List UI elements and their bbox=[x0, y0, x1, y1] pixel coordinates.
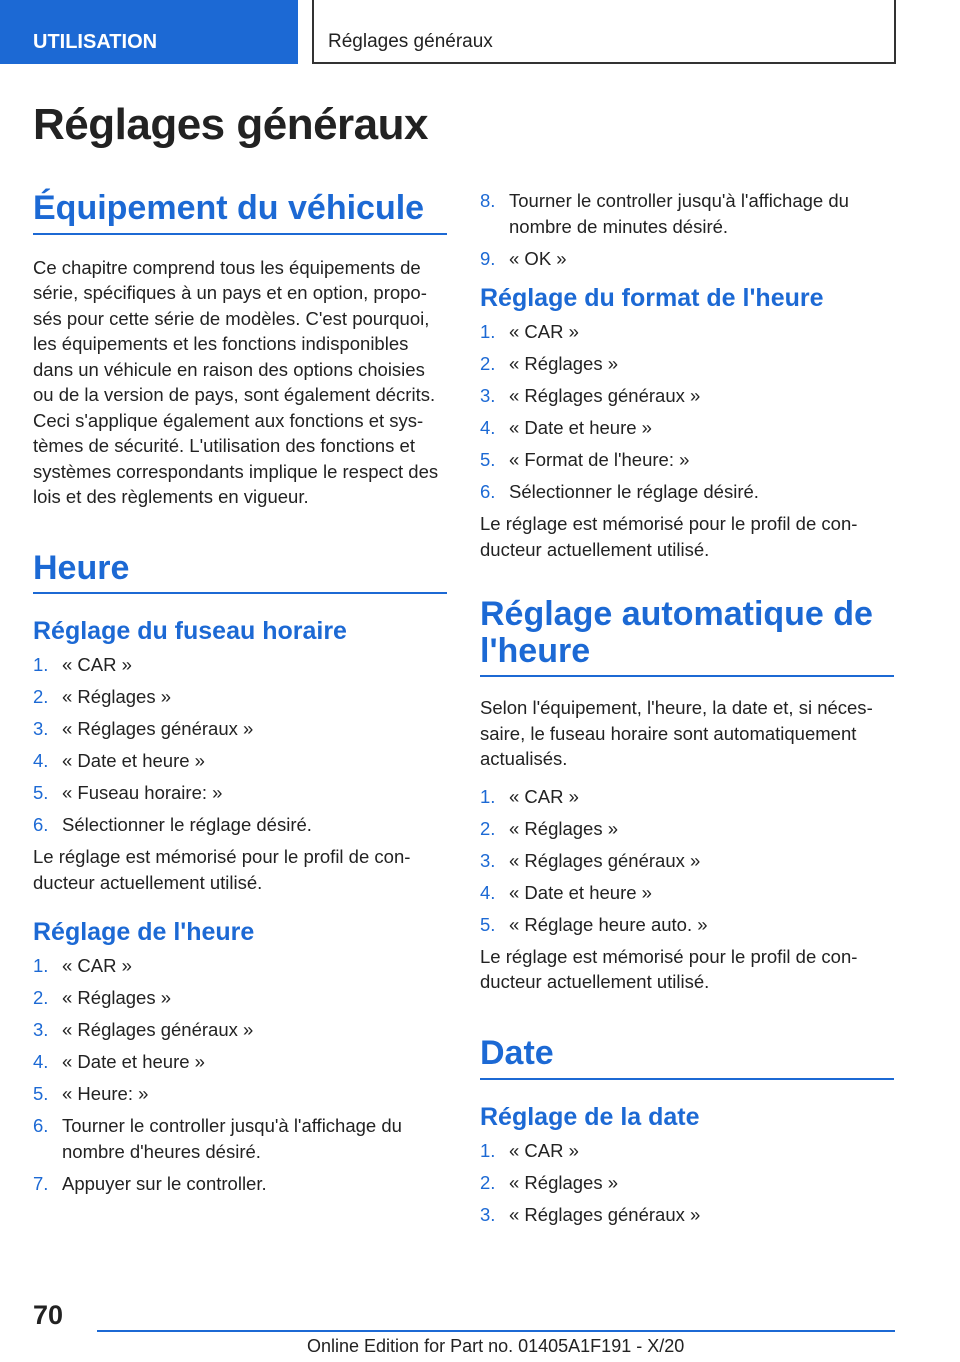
auto-note: Le réglage est mémorisé pour le profil de conducteur actuellement utilisé. bbox=[480, 945, 858, 993]
heading-auto: Réglage automatique de l'heure bbox=[480, 596, 894, 677]
list-item: 1. « CAR » bbox=[33, 654, 132, 676]
footer-divider bbox=[97, 1330, 895, 1332]
list-item: 2. « Réglages » bbox=[480, 353, 619, 374]
reglage-date-steps bbox=[480, 1138, 894, 1228]
list-item: 7. Appuyer sur le controller. bbox=[33, 1172, 267, 1194]
list-item: 6. Sélectionner le réglage désiré. bbox=[480, 481, 759, 502]
auto-steps bbox=[480, 784, 894, 938]
heading-reglage-heure: Réglage de l'heure bbox=[33, 918, 255, 947]
heading-heure: Heure bbox=[33, 550, 447, 595]
heading-format: Réglage du format de l'heure bbox=[480, 284, 824, 312]
auto-text: Selon l'équipement, l'heure, la date et, si nécessaire, le fuseau horaire sont automatiquement actualisés. bbox=[480, 697, 873, 770]
section-tab: UTILISATION bbox=[0, 0, 298, 64]
list-item: 4. « Date et heure » bbox=[33, 1051, 205, 1073]
list-item: 3. « Réglages généraux » bbox=[33, 1019, 254, 1041]
reglage-heure-steps bbox=[33, 953, 447, 1196]
heading-date: Date bbox=[480, 1035, 894, 1080]
footer-edition: Online Edition for Part no. 01405A1F191 - X/20 bbox=[307, 1336, 685, 1356]
reglage-heure-steps-cont bbox=[480, 188, 894, 271]
list-item: 1. « CAR » bbox=[480, 785, 579, 807]
list-item: 2. « Réglages » bbox=[480, 1171, 619, 1193]
left-column bbox=[33, 190, 447, 1203]
format-steps bbox=[480, 319, 894, 505]
right-column bbox=[480, 188, 894, 1234]
list-item: 6. Sélectionner le réglage désiré. bbox=[33, 814, 312, 836]
list-item: 1. « CAR » bbox=[480, 1139, 579, 1161]
list-item: 3. « Réglages généraux » bbox=[480, 849, 701, 871]
list-item: 3. « Réglages généraux » bbox=[480, 385, 701, 406]
subsection-header: Réglages généraux bbox=[312, 0, 896, 64]
list-item: 2. « Réglages » bbox=[480, 817, 619, 839]
list-item: 5. « Format de l'heure: » bbox=[480, 449, 690, 470]
page-number: 70 bbox=[33, 1300, 64, 1330]
heading-fuseau: Réglage du fuseau horaire bbox=[33, 617, 347, 646]
list-item: 4. « Date et heure » bbox=[480, 881, 652, 903]
list-item: 6. Tourner le controller jusqu'à l'affichage du nombre d'heures désiré. bbox=[33, 1115, 402, 1162]
list-item: 4. « Date et heure » bbox=[33, 750, 205, 772]
list-item: 3. « Réglages généraux » bbox=[33, 718, 254, 740]
heading-equipement: Équipement du véhicule bbox=[33, 190, 447, 235]
equipement-text: Ce chapitre comprend tous les équipements de série, spécifiques à un pays et en option, proposés pour cette série de modèles. C'est pourquoi, les équipements et les fonctions indisponibles dans un véhicule en raison des options choisies ou de la version de pays, sont également décrits. Ceci s'applique également aux fonctions et systèmes de sécurité. L'utilisation des fonctions et systèmes correspondants implique le respect des lois et des règlements en vigueur. bbox=[33, 256, 439, 508]
fuseau-steps bbox=[33, 652, 447, 838]
heading-reglage-date: Réglage de la date bbox=[480, 1102, 700, 1131]
list-item: 5. « Heure: » bbox=[33, 1083, 149, 1105]
page-title: Réglages généraux bbox=[33, 100, 428, 149]
list-item: 2. « Réglages » bbox=[33, 686, 172, 708]
list-item: 1. « CAR » bbox=[480, 321, 579, 342]
list-item: 3. « Réglages généraux » bbox=[480, 1203, 701, 1225]
list-item: 9. « OK » bbox=[480, 247, 567, 269]
list-item: 8. Tourner le controller jusqu'à l'affichage du nombre de minutes désiré. bbox=[480, 190, 849, 237]
list-item: 4. « Date et heure » bbox=[480, 417, 652, 438]
list-item: 5. « Fuseau horaire: » bbox=[33, 782, 223, 804]
fuseau-note: Le réglage est mémorisé pour le profil de conducteur actuellement utilisé. bbox=[33, 846, 411, 893]
list-item: 1. « CAR » bbox=[33, 955, 132, 977]
list-item: 2. « Réglages » bbox=[33, 987, 172, 1009]
list-item: 5. « Réglage heure auto. » bbox=[480, 913, 708, 935]
format-note: Le réglage est mémorisé pour le profil de conducteur actuellement utilisé. bbox=[480, 513, 858, 560]
